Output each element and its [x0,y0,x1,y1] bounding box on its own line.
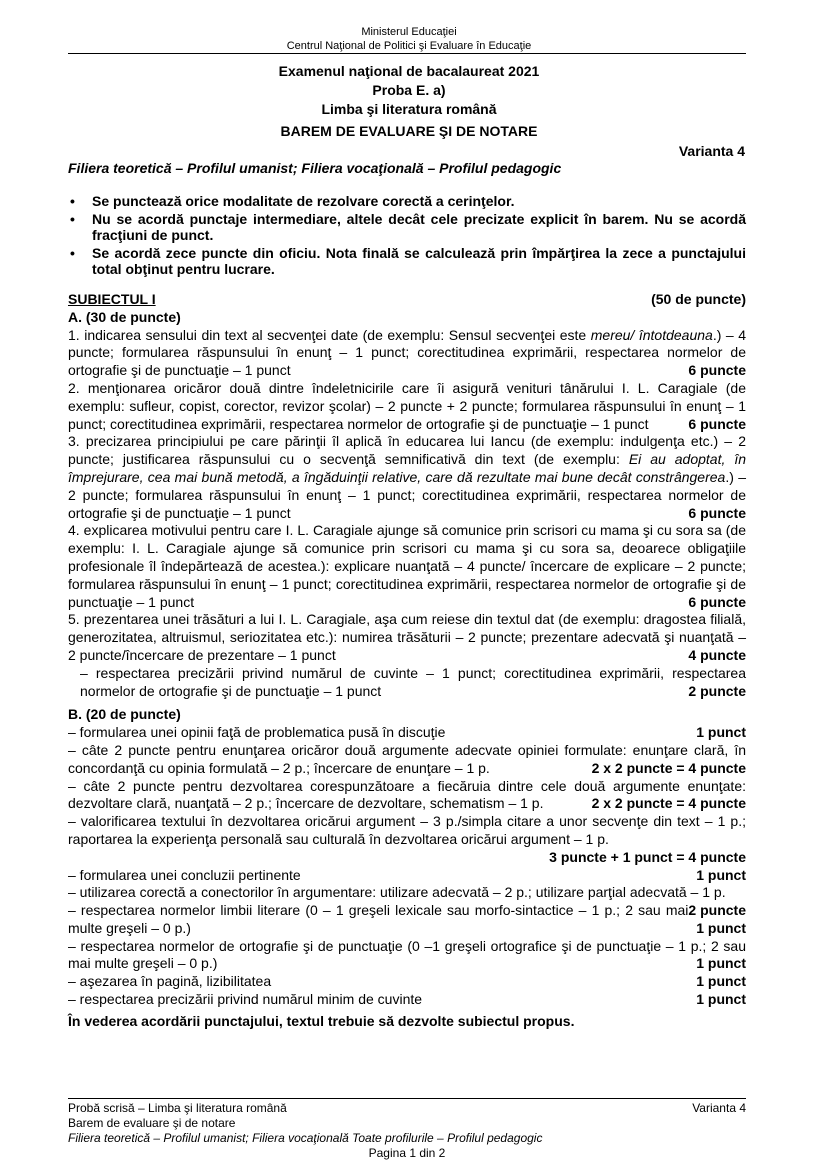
item-points: 3 puncte + 1 punct = 4 puncte [549,848,746,865]
header-divider [68,53,746,54]
item-italic-text: mereu/ întotdeauna [590,326,713,343]
variant-label: Varianta 4 [678,143,745,159]
center-name: Centrul Naţional de Politici şi Evaluare în Educaţie [286,40,532,52]
footer-exam: Probă scrisă – Limba şi literatura română [68,1101,287,1115]
item-points: 2 puncte [688,902,746,919]
rule-item: • Se acordă zece puncte din oficiu. Nota finală se calculează prin împărţirea la zece a punctajului total obţinut pentru lucrare. [68,245,746,278]
exam-title: Examenul naţional de bacalaureat 2021 [278,63,540,79]
page-footer [68,1101,746,1161]
item-points: 1 punct [696,724,746,741]
footer-variant: Varianta 4 [692,1101,746,1115]
item-points: 2 x 2 puncte = 4 puncte [591,759,746,776]
section-b-label: B. (20 de puncte) [68,706,181,723]
section-a-item [68,611,746,664]
item-points: 2 puncte [688,682,746,699]
item-text: – respectarea precizării privind numărul de cuvinte – 1 punct; corectitudinea exprimării, respectarea normelor de ortografie şi de punctuaţie – 1 punct [80,664,746,699]
item-text: – câte 2 puncte pentru dezvoltarea corespunzătoare a fiecăruia dintre cele două argumente enunţate: dezvoltare clară, nuanţată – 2 p.; încercare de dezvoltare, schematism – 1 p. [68,777,746,812]
item-text: 1. indicarea sensului din text al secvenţei date (de exemplu: Sensul secvenţei este [68,326,591,343]
section-b-item [68,973,746,991]
section-b-item [68,778,746,814]
general-rules [68,193,746,279]
item-points: 6 puncte [688,593,746,610]
section-a-item [68,522,746,611]
section-b-item [68,813,746,866]
section-b-item [68,867,746,885]
item-text: – utilizarea corectă a conectorilor în argumentare: utilizare adecvată – 2 p.; utilizare parţial adecvată – 1 p. [68,884,726,901]
item-text: 5. prezentarea unei trăsături a lui I. L. Caragiale, aşa cum reiese din textul dat (de exemplu: dragostea filială, generozitatea, altruismul, seriozitatea etc.): numirea trăsăturii – 2 puncte; prezentare adecvată şi nuanţată – 2 puncte/încercare de prezentare – 1 punct [68,611,746,663]
section-b-item [68,991,746,1009]
barem-title: BAREM DE EVALUARE ŞI DE NOTARE [280,123,538,139]
item-text: .) – 2 puncte; formularea răspunsului în enunţ – 1 punct; corectitudinea exprimării, respectarea normelor de ortografie şi de punctuaţie – 1 punct [68,468,746,521]
item-text: 3. precizarea principiului pe care părinţii îl aplică în educarea lui Iancu (de exemplu: indulgenţa etc.) – 2 puncte; justificarea răspunsului cu o secvenţă semnificativă din text (de exemplu: [68,433,746,468]
footer-divider [68,1098,746,1099]
item-points: 2 x 2 puncte = 4 puncte [591,795,746,812]
item-text: – valorificarea textului în dezvoltarea oricărui argument – 3 p./simpla citare a unor secvenţe din text – 1 p.; raportarea la experienţa personală sau culturală în dezvoltarea oricărui argument – 1 p. [68,813,746,847]
item-text: – aşezarea în pagină, lizibilitatea [68,973,272,990]
subject-label: SUBIECTUL I [68,291,156,307]
item-points: 4 puncte [688,646,746,663]
item-italic-text: Ei au adoptat, în împrejurare, cea mai bună metodă, a îngăduinţii relative, care dă rezultate mai bune decât constrângerea [68,451,746,485]
item-text: .) – 4 puncte; formularea răspunsului în enunţ – 1 punct; corectitudinea exprimării, respectarea normelor de ortografie şi de punctuaţie – 1 punct [68,326,746,379]
filiera-line: Filiera teoretică – Profilul umanist; Filiera vocaţională – Profilul pedagogic [68,160,562,176]
subject-heading [68,291,746,309]
footer-filiera: Filiera teoretică – Profilul umanist; Filiera vocaţională Toate profilurile – Profilul pedagogic [68,1131,543,1145]
footer-barem: Barem de evaluare şi de notare [68,1116,236,1130]
item-points: 1 punct [696,919,746,936]
page-number: Pagina 1 din 2 [368,1146,446,1160]
section-b-item [68,742,746,778]
section-a-item [68,433,746,522]
final-note: În vederea acordării punctajului, textul trebuie să dezvolte subiectul propus. [68,1012,575,1029]
section-a-item [68,665,746,701]
item-points: 1 punct [696,991,746,1008]
rule-item: • Nu se acordă punctaje intermediare, altele decât cele precizate explicit în barem. Nu se acordă fracţiuni de punct. [68,211,746,244]
item-text: 4. explicarea motivului pentru care I. L. Caragiale ajunge să comunice prin scrisori cu mama şi cu sora sa (de exemplu: I. L. Caragiale ajunge să comunice prin scrisori cu mama şi cu sora sa, deoarece obligaţiile profesionale îl îndepărtează de acestea.): explicare nuanţată – 4 puncte/ încercare de explicare – 2 puncte; formularea răspunsului în enunţ – 1 punct; corectitudinea exprimării, respectarea normelor de ortografie şi de punctuaţie – 1 punct [68,522,746,610]
footer-row [68,1101,746,1116]
item-points: 6 puncte [688,415,746,432]
item-text: – respectarea normelor de ortografie şi de punctuaţie (0 –1 greşeli ortografice şi de punctuaţie – 1 p.; 2 sau mai multe greşeli – 0 p.) [68,937,746,972]
rule-item: • Se punctează orice modalitate de rezolvare corectă a cerinţelor. [68,193,746,210]
section-a-item [68,380,746,433]
item-text: – câte 2 puncte pentru enunţarea oricăror două argumente adecvate opiniei formulate: enunţare clară, în concordanţă cu opinia formulată – 2 p.; încercare de enunţare – 1 p. [68,741,746,776]
section-b-item [68,902,746,938]
section-a-label: A. (30 de puncte) [68,308,181,325]
item-points: 1 punct [696,973,746,990]
item-text: – formularea unei concluzii pertinente [68,866,301,883]
grading-content [68,291,746,1031]
item-points: 1 punct [696,866,746,883]
item-points: 6 puncte [688,362,746,379]
ministry-name: Ministerul Educaţiei [361,26,457,38]
item-text: – respectarea normelor limbii literare (0 – 1 greşeli lexicale sau morfo-sintactice – 1 p.; 2 sau mai multe greşeli – 0 p.) [68,902,689,936]
proba-title: Proba E. a) [372,82,446,98]
section-a-item [68,327,746,380]
item-text: – formularea unei opinii faţă de problematica pusă în discuţie [68,724,446,741]
item-points: 1 punct [696,955,746,972]
subject-title: Limba şi literatura română [321,101,497,117]
item-text: – respectarea precizării privind numărul minim de cuvinte [68,991,423,1008]
item-text: 2. menţionarea oricăror două dintre îndeletnicirile care îi asigură venituri tânărului I. L. Caragiale (de exemplu: sufleur, copist, corector, revizor şcolar) – 2 puncte + 2 puncte; formularea răspunsului în enunţ – 1 punct; corectitudinea exprimării, respectarea normelor de ortografie şi de punctuaţie – 1 punct [68,379,746,432]
section-b-item [68,938,746,974]
item-points: 6 puncte [688,504,746,521]
section-b-item [68,724,746,742]
subject-points: (50 de puncte) [651,291,746,307]
